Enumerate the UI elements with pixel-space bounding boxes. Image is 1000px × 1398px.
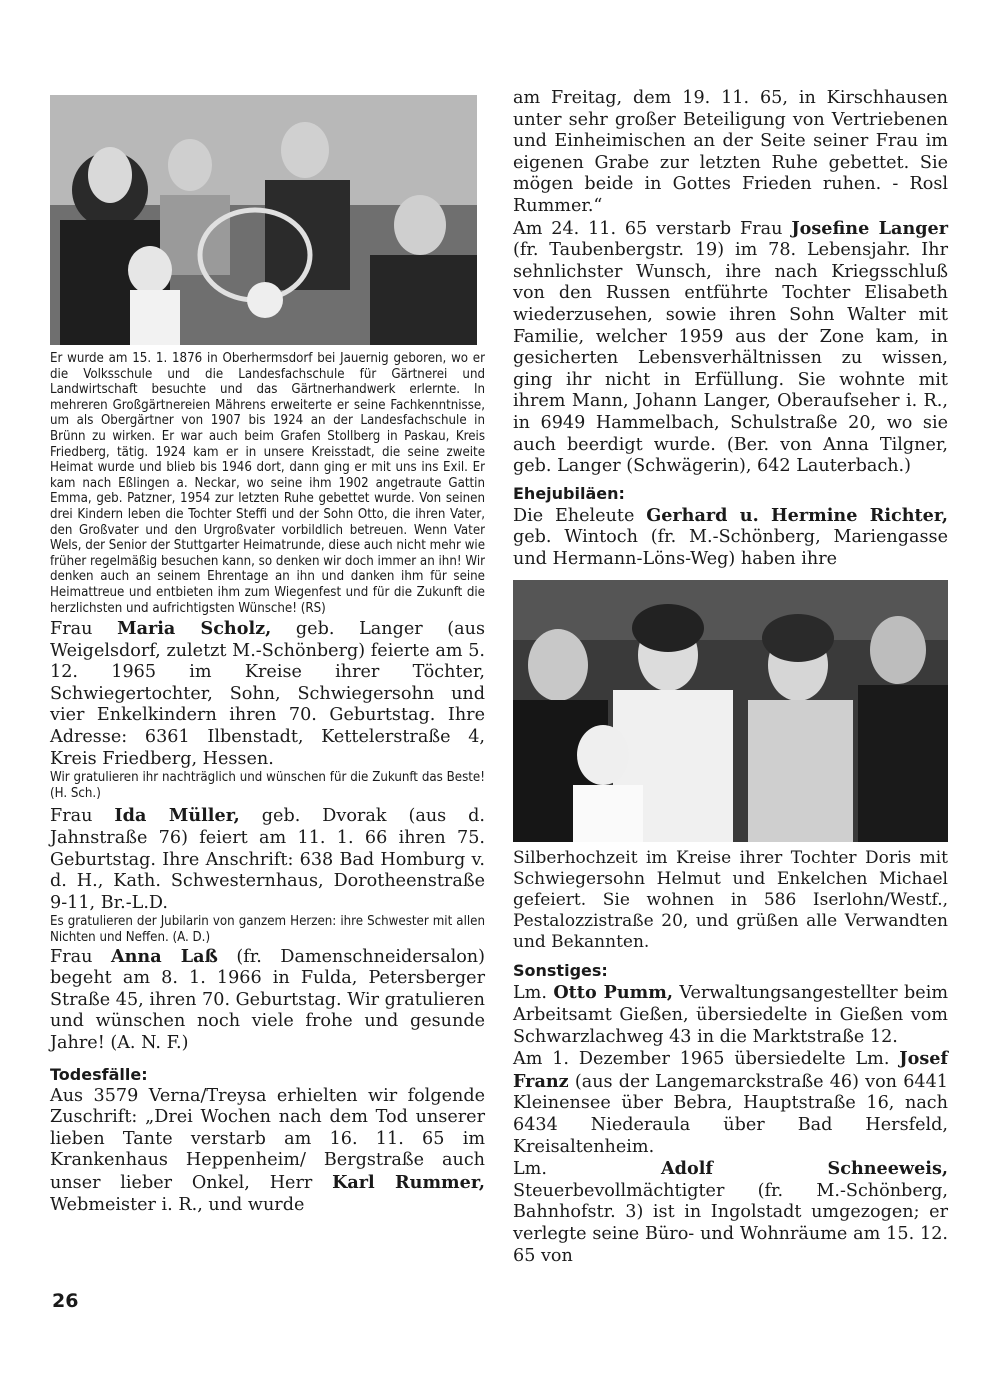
richter-text: geb. Wintoch (fr. M.-Schönberg, Mariengasse und Hermann-Löns-Weg) haben ihre bbox=[513, 527, 948, 569]
scholz-name: Maria Scholz, bbox=[117, 618, 272, 640]
right-photo-caption: Silberhochzeit im Kreise ihrer Tochter Doris mit Schwiegersohn Helmut und Enkelchen Michael gefeiert. Sie wohnen in 586 Iserlohn/Westf., Pestalozzistraße 20, und grüßen alle Verwandten und Bekannten. bbox=[513, 848, 948, 953]
heading-todesfaelle: Todesfälle: bbox=[50, 1064, 148, 1084]
schneeweis-name: Adolf Schneeweis, bbox=[661, 1158, 948, 1180]
scholz-note: Wir gratulieren ihr nachträglich und wünschen für die Zukunft das Beste! (H. Sch.) bbox=[50, 770, 485, 801]
langer-text: (fr. Taubenbergstr. 19) im 78. Lebensjahr. Ihr sehnlichster Wunsch, ihre nach Kriegsschluß von den Russen entführte Tochter Elisabeth wiederzusehen, sowie ihren Sohn Walter mit Familie, welcher 1959 aus der Zone kam, in gesicherten Lebensverhältnissen zu wissen, ging ihr nicht in Erfüllung. Sie wohnte mit ihrem Mann, Johann Langer, Oberaufseher i. R., in 6949 Hammelbach, Schulstraße 20, wo sie auch beerdigt wurde. (Ber. von Anna Tilgner, geb. Langer (Schwägerin), 642 Lauterbach.) bbox=[513, 240, 948, 477]
franz-name: Josef Franz bbox=[513, 1048, 948, 1092]
mueller-name: Ida Müller, bbox=[114, 805, 240, 827]
article-schneeweis bbox=[513, 1158, 948, 1267]
rummer-continued: am Freitag, dem 19. 11. 65, in Kirschhausen unter sehr großer Beteiligung von Vertriebenen und Einheimischen an der Seite seiner Frau im eigenen Grabe zur letzten Ruhe gebettet. Sie mögen beide in Gottes Frieden ruhen. - Rosl Rummer.“ bbox=[513, 88, 948, 216]
article-lass bbox=[50, 946, 485, 1055]
lass-text: (fr. Damenschneidersalon) begeht am 8. 1. 1966 in Fulda, Petersberger Straße 45, ihren 70. Geburtstag. Wir gratulieren und wünschen noch viele frohe und gesunde Jahre! (A. N. F.) bbox=[50, 946, 485, 1053]
schneeweis-pre: Lm. bbox=[513, 1159, 662, 1180]
lass-name: Anna Laß bbox=[110, 945, 218, 967]
franz-text: (aus der Langemarckstraße 46) von 6441 Kleinensee über Bebra, Hauptstraße 16, nach 6434 Niederaula über Bad Hersfeld, Kreisaltenheim. bbox=[513, 1071, 948, 1157]
richter-name: Gerhard u. Hermine Richter, bbox=[646, 504, 948, 526]
article-rummer bbox=[50, 1086, 485, 1217]
pumm-name: Otto Pumm, bbox=[553, 982, 673, 1004]
family-photo-graphic bbox=[50, 95, 477, 345]
article-richter bbox=[513, 505, 948, 571]
mueller-note: Es gratulieren der Jubilarin von ganzem Herzen: ihre Schwester mit allen Nichten und Neffen. (A. D.) bbox=[50, 914, 485, 945]
schneeweis-text: Steuerbevollmächtigter (fr. M.-Schönberg, Bahnhofstr. 3) ist in Ingolstadt umgezogen; er verlegte seine Büro- und Wohnräume am 15. 12. 65 von bbox=[513, 1180, 948, 1266]
page-number: 26 bbox=[52, 1290, 79, 1312]
mueller-text: geb. Dvorak (aus d. Jahnstraße 76) feiert am 11. 1. 66 ihren 75. Geburtstag. Ihre Anschrift: 638 Bad Homburg v. d. H., Kath. Schwesternhaus, Dorotheenstraße 9-11, Br.-L.D. bbox=[50, 806, 486, 913]
article-pumm bbox=[513, 982, 948, 1048]
rummer-text1: Aus 3579 Verna/Treysa erhielten wir folgende Zuschrift: „Drei Wochen nach dem Tod unserer lieben Tante verstarb am 16. 11. 65 im Krankenhaus Heppenheim/ Bergstraße auch unser lieber Onkel, Herr bbox=[50, 1085, 485, 1193]
scholz-text: geb. Langer (aus Weigelsdorf, zuletzt M.-Schönberg) feierte am 5. 12. 1965 im Kreise ihrer Töchter, Schwiegertochter, Sohn, Schwiegersohn und vier Enkelkindern ihren 70. Geburtstag. Ihre Adresse: 6361 Ilbenstadt, Kettelerstraße 4, Kreis Friedberg, Hessen. bbox=[50, 619, 486, 769]
pumm-pre: Lm. bbox=[513, 983, 554, 1004]
richter-pre: Die Eheleute bbox=[513, 505, 647, 526]
heading-ehejubilaeen: Ehejubiläen: bbox=[513, 483, 625, 503]
left-photo bbox=[50, 95, 477, 345]
left-photo-caption: Er wurde am 15. 1. 1876 in Oberhermsdorf bei Jauernig geboren, wo er die Volksschule und die Landesfachschule für Gärtnerei und Landwirtschaft besuchte und das Gärtnerhandwerk erlernte. In mehreren Großgärtnereien Mährens erweiterte er seine Fachkenntnisse, um als Obergärtner von 1907 bis 1924 an der Landesfachschule in Brünn zu wirken. Er war auch beim Grafen Stollberg in Paskau, Kreis Friedberg, tätig. 1924 kam er in unsere Kreisstadt, die seine zweite Heimat wurde und blieb bis 1946 dort, dann ging er mit uns ins Exil. Er kam nach Eßlingen a. Neckar, wo seine ihm 1902 angetraute Gattin Emma, geb. Patzner, 1954 zur letzten Ruhe gebettet wurde. Von seinen drei Kindern leben die Tochter Steffi und der Sohn Otto, die ihren Vater, den Großvater und den Urgroßvater vorbildlich betreuen. Wenn Vater Wels, der Senior der Stuttgarter Heimatrunde, diese auch nicht mehr wie früher regelmäßig besuchen kann, so denken wir doch immer an ihn! Wir denken auch an seinem Ehrentage an ihn und danken ihm für seine Heimattreue und entbieten ihm zum Wiegenfest und für die Zukunft die herzlichsten und aufrichtigsten Wünsche! (RS) bbox=[50, 351, 485, 616]
franz-pre: Am 1. Dezember 1965 übersiedelte Lm. bbox=[513, 1049, 900, 1070]
article-mueller bbox=[50, 805, 485, 914]
family-group-photo-graphic bbox=[513, 580, 948, 842]
pumm-text: Verwaltungsangestellter beim Arbeitsamt Gießen, übersiedelte in Gießen vom Schwarzlachweg 43 in die Marktstraße 12. bbox=[513, 983, 949, 1047]
scholz-pre: Frau bbox=[50, 619, 118, 640]
mueller-pre: Frau bbox=[50, 806, 115, 827]
heading-sonstiges: Sonstiges: bbox=[513, 961, 608, 981]
right-column bbox=[513, 88, 948, 1267]
article-scholz bbox=[50, 618, 485, 770]
lass-pre: Frau bbox=[50, 946, 111, 967]
rummer-text2: Webmeister i. R., und wurde bbox=[50, 1194, 305, 1215]
langer-pre: Am 24. 11. 65 verstarb Frau bbox=[513, 218, 792, 239]
article-franz bbox=[513, 1048, 948, 1158]
langer-name: Josefine Langer bbox=[791, 217, 948, 239]
article-langer bbox=[513, 218, 948, 478]
right-photo bbox=[513, 580, 948, 842]
left-column bbox=[50, 95, 485, 1216]
rummer-name: Karl Rummer, bbox=[332, 1171, 485, 1193]
